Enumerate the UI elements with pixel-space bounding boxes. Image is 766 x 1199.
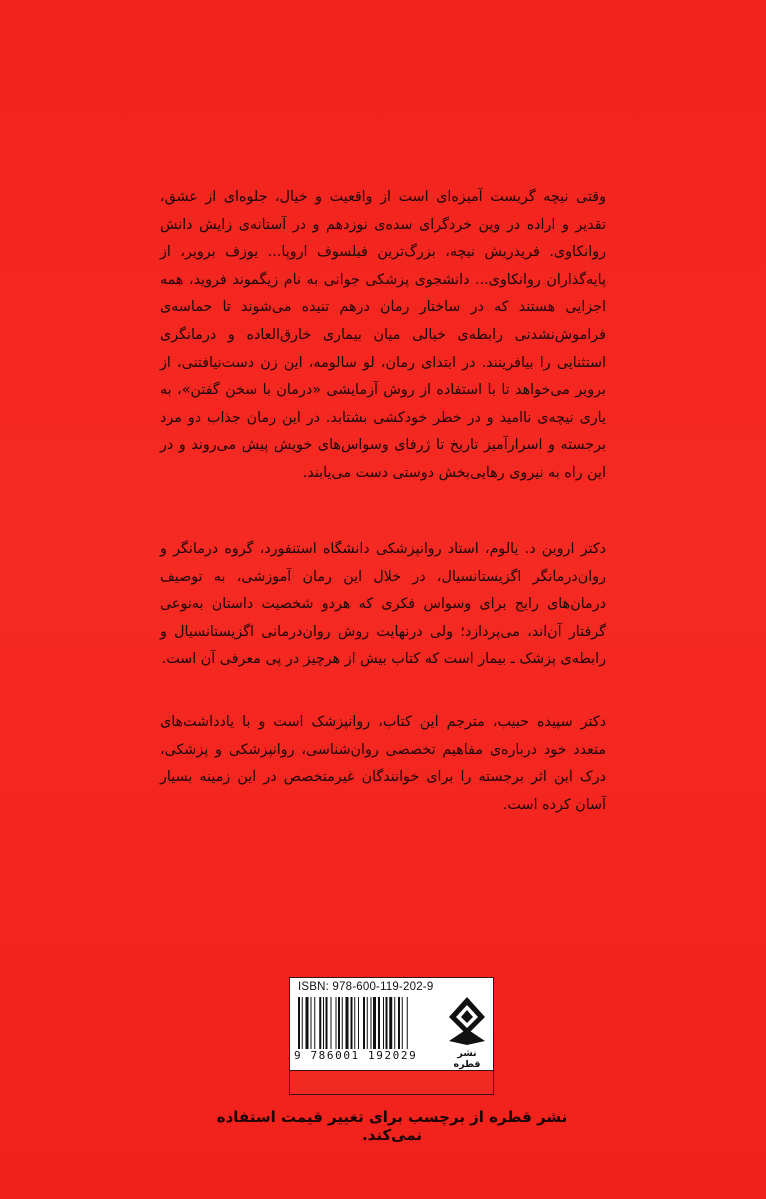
barcode-bar [302, 997, 303, 1049]
barcode-bar [383, 997, 384, 1049]
barcode-bar [331, 997, 332, 1049]
barcode-bar [354, 997, 355, 1049]
price-sticker-area [290, 1070, 493, 1094]
barcode-bar [402, 997, 403, 1049]
barcode-bar [306, 997, 309, 1049]
barcode-bar [394, 997, 395, 1049]
barcode-bar [398, 997, 400, 1049]
blurb-text-1: وقتی نیچه گریست آمیزه‌ای است از واقعیت و خیال، جلوه‌ای از عشق، تقدیر و اراده در وین خردگرای سده‌ی نوزدهم و در آستانه‌ی زایش دانش روانکاوی. فریدریش نیچه، بزرگ‌ترین فیلسوف اروپا... یوزف برویر، از پایه‌گذاران روانکاوی... دانشجوی پزشکی جوانی به نام زیگموند فروید، همه اجزایی هستند که در ساختار رمان درهم تنیده می‌شوند تا حماسه‌ی فراموش‌نشدنی رابطه‌ی خیالی میان بیماری خارق‌العاده و درمانگری استثنایی را بیافرینند. در ابتدای رمان، لو سالومه، این زن دست‌نیافتنی، از برویر می‌خواهد تا با استفاده از روش آزمایشی «درمان با سخن گفتن»، به یاری نیچه‌ی ناامید و در خطر خودکشی بشتابد. در این رمان جذاب دو مرد برجسته و اسرارآمیز تاریخ تا ژرفای وسواس‌های خویش پیش می‌روند و در این راه به نیروی رهایی‌بخش دوستی دست می‌یابند. [160, 189, 606, 481]
qatreh-publisher-logo-icon [447, 995, 487, 1047]
blurb-text-3: دکتر سپیده حبیب، مترجم این کتاب، روانپزشک است و با یادداشت‌های متعدد خود درباره‌ی مفاهیم تخصصی روان‌شناسی، روانپزشکی و پزشکی، درک این اثر برجسته را برای خوانندگان غیرمتخصص در این زمینه بسیار آسان کرده است. [160, 714, 606, 813]
barcode-bar [298, 997, 300, 1049]
blurb-paragraph-3 [160, 709, 606, 819]
barcode-bar [342, 997, 343, 1049]
barcode-bar [319, 997, 321, 1049]
barcode-bar [367, 997, 368, 1049]
price-notice: نشر قطره از برچسب برای تغییر قیمت استفاده نمی‌کند. [216, 1108, 568, 1144]
barcode-icon [298, 997, 440, 1049]
barcode-bar [386, 997, 388, 1049]
blurb-text-2: دکتر اروین د. یالوم، استاد روانپزشکی دانشگاه استنفورد، گروه درمانگر و روان‌درمانگر اگزیستانسیال، در خلال این رمان آموزشی، به توصیف درمان‌های رایج برای وسواس فکری که هردو شخصیت داستان به‌نوعی گرفتار آن‌اند، می‌پردازد؛ ولی درنهایت روش روان‌درمانی اگزیستانسیال و رابطه‌ی پزشک ـ بیمار است که کتاب بیش از هرچیز در پی معرفی آن است. [160, 541, 606, 668]
blurb-paragraph-1 [160, 184, 606, 488]
barcode-label [289, 977, 494, 1095]
barcode-bar [358, 997, 359, 1049]
barcode-bar [389, 997, 392, 1049]
barcode-digits: 9 786001 192029 [294, 1049, 418, 1062]
barcode-bar [407, 997, 408, 1049]
barcode-bar [363, 997, 365, 1049]
isbn-text: ISBN: 978-600-119-202-9 [298, 981, 434, 993]
barcode-bar [346, 997, 349, 1049]
barcode-bar [371, 997, 372, 1049]
barcode-bar [311, 997, 312, 1049]
barcode-bar [373, 997, 376, 1049]
barcode-bar [336, 997, 337, 1049]
barcode-bar [351, 997, 353, 1049]
barcode-bar [323, 997, 324, 1049]
barcode-bar [326, 997, 328, 1049]
barcode-bar [338, 997, 340, 1049]
blurb-paragraph-2 [160, 536, 606, 674]
barcode-bar [378, 997, 380, 1049]
barcode-bar [314, 997, 315, 1049]
publisher-name: نشر قطره [453, 1048, 481, 1070]
